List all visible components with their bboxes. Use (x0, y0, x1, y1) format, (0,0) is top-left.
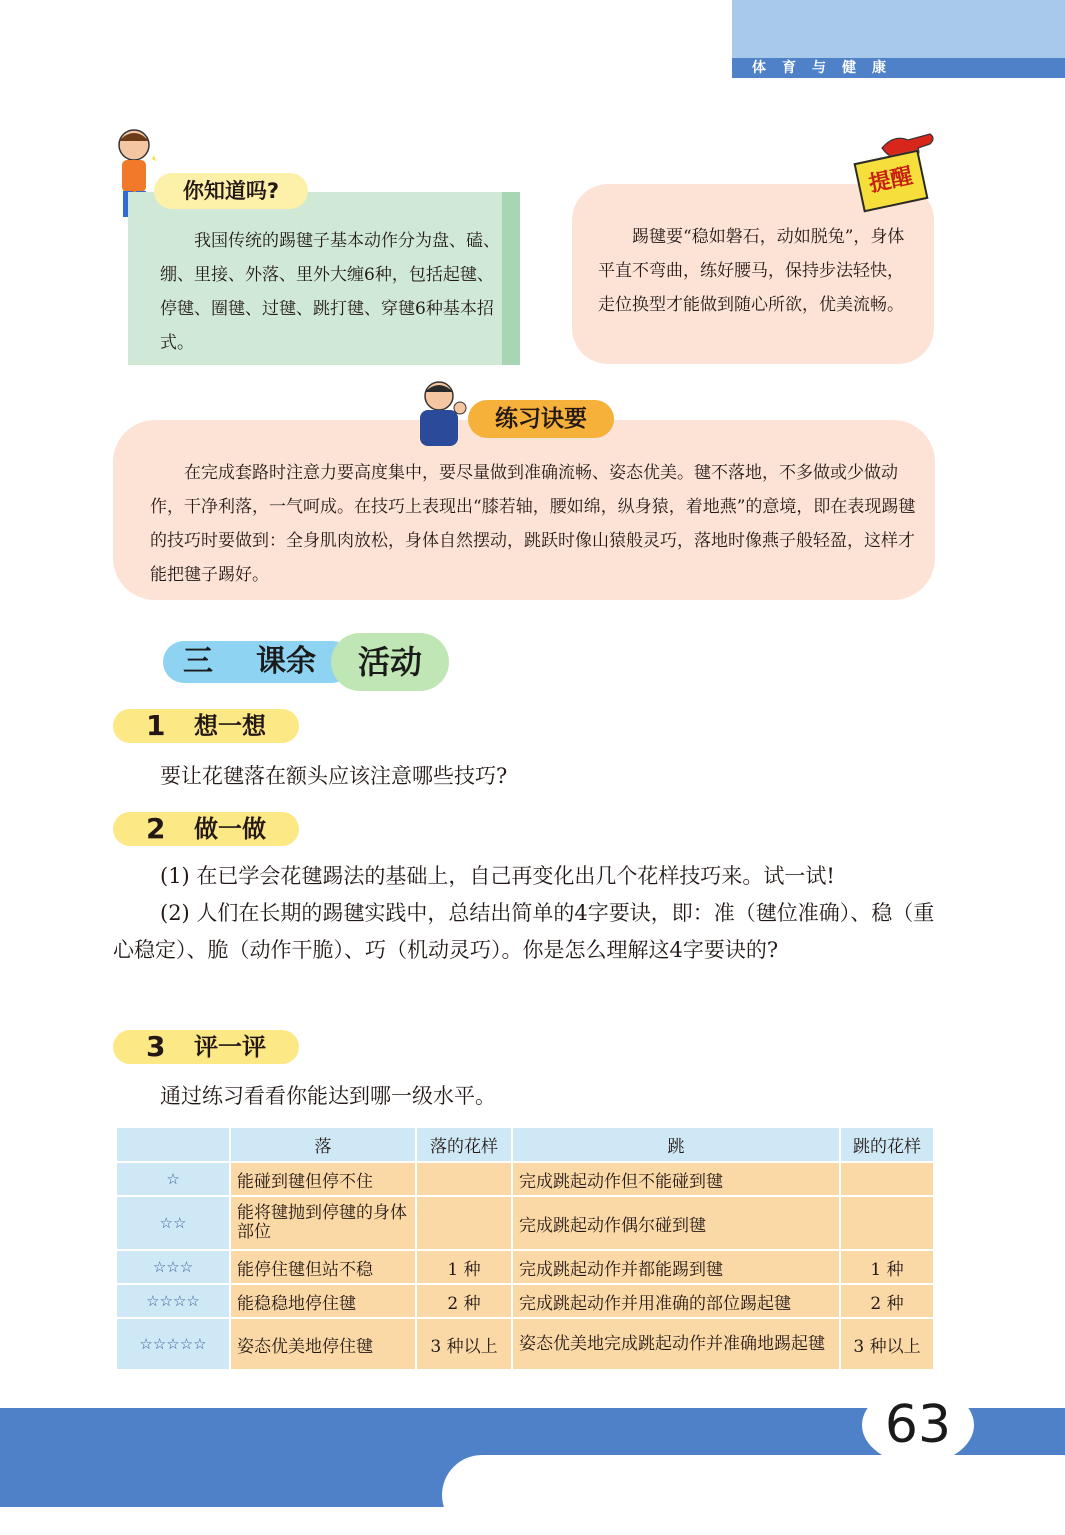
star-rating: ☆ (116, 1162, 230, 1196)
fall-cell: 能停住毽但站不稳 (230, 1250, 416, 1284)
jump-variety-cell (840, 1162, 934, 1196)
practice-tips-title: 练习诀要 (468, 400, 614, 438)
footer-white-shape (442, 1455, 1065, 1535)
fall-cell: 姿态优美地停住毽 (230, 1318, 416, 1370)
table-row (116, 1196, 934, 1250)
eval-instruction: 通过练习看看你能达到哪一级水平。 (160, 1084, 496, 1108)
table-header-fall-variety: 落的花样 (416, 1127, 512, 1162)
think-number: 1 (146, 709, 166, 742)
reminder-badge: 提醒 (854, 150, 929, 213)
table-header-row (116, 1127, 934, 1162)
fall-variety-cell (416, 1162, 512, 1196)
table-header-fall: 落 (230, 1127, 416, 1162)
jump-cell: 姿态优美地完成跳起动作并准确地踢起毽 (512, 1318, 840, 1370)
did-you-know-text: 我国传统的踢毽子基本动作分为盘、磕、绷、里接、外落、里外大缠6种，包括起毽、停毽、圈毽、过毽、跳打毽、穿毽6种基本招式。 (160, 231, 500, 353)
header-block (732, 0, 1065, 58)
table-row (116, 1250, 934, 1284)
jump-variety-cell (840, 1196, 934, 1250)
section-label: 课余 (256, 644, 316, 679)
star-rating: ☆☆☆ (116, 1250, 230, 1284)
table-row (116, 1162, 934, 1196)
think-question: 要让花毽落在额头应该注意哪些技巧? (160, 764, 508, 788)
eval-number: 3 (146, 1030, 166, 1063)
fall-cell: 能稳稳地停住毽 (230, 1284, 416, 1318)
jump-cell: 完成跳起动作并用准确的部位踢起毽 (512, 1284, 840, 1318)
do-number: 2 (146, 812, 166, 845)
eval-heading: 评一评 (194, 1033, 266, 1061)
jump-variety-cell: 1 种 (840, 1250, 934, 1284)
practice-tips-text: 在完成套路时注意力要高度集中，要尽量做到准确流畅、姿态优美。毽不落地，不多做或少做动作，干净利落，一气呵成。在技巧上表现出“膝若轴，腰如绵，纵身猿，着地燕”的意境，即在表现踢毽的技巧时要做到：全身肌肉放松，身体自然摆动，跳跃时像山猿般灵巧，落地时像燕子般轻盈，这样才能把毽子踢好。 (150, 463, 916, 585)
fall-cell: 能将毽抛到停毽的身体部位 (230, 1196, 416, 1250)
star-rating: ☆☆☆☆ (116, 1284, 230, 1318)
page-number: 63 (862, 1386, 974, 1464)
table-row (116, 1284, 934, 1318)
evaluation-table (115, 1126, 935, 1371)
jump-cell: 完成跳起动作并都能踢到毽 (512, 1250, 840, 1284)
star-rating: ☆☆ (116, 1196, 230, 1250)
jump-variety-cell: 3 种以上 (840, 1318, 934, 1370)
star-rating: ☆☆☆☆☆ (116, 1318, 230, 1370)
table-header-level (116, 1127, 230, 1162)
section-number: 三 (183, 644, 213, 679)
fall-variety-cell: 3 种以上 (416, 1318, 512, 1370)
header-title: 体育与健康 (752, 60, 902, 76)
jump-cell: 完成跳起动作但不能碰到毽 (512, 1162, 840, 1196)
boy-thumbs-up-illustration (412, 378, 470, 448)
jump-variety-cell: 2 种 (840, 1284, 934, 1318)
think-heading: 想一想 (194, 712, 266, 740)
table-header-jump: 跳 (512, 1127, 840, 1162)
reminder-text: 踢毽要“稳如磐石，动如脱兔”，身体平直不弯曲，练好腰马，保持步法轻快，走位换型才能做到随心所欲，优美流畅。 (598, 227, 905, 315)
fall-variety-cell (416, 1196, 512, 1250)
section-activity-label: 活动 (331, 633, 449, 691)
table-row (116, 1318, 934, 1370)
table-header-jump-variety: 跳的花样 (840, 1127, 934, 1162)
do-task-2: (2) 人们在长期的踢毽实践中，总结出简单的4字要诀，即：准（毽位准确）、稳（重心稳定）、脆（动作干脆）、巧（机动灵巧）。你是怎么理解这4字要诀的? (113, 901, 935, 962)
jump-cell: 完成跳起动作偶尔碰到毽 (512, 1196, 840, 1250)
fall-variety-cell: 1 种 (416, 1250, 512, 1284)
fall-variety-cell: 2 种 (416, 1284, 512, 1318)
fall-cell: 能碰到毽但停不住 (230, 1162, 416, 1196)
do-task-1: (1) 在已学会花毽踢法的基础上，自己再变化出几个花样技巧来。试一试! (160, 864, 835, 888)
do-heading: 做一做 (194, 815, 266, 843)
did-you-know-title: 你知道吗? (154, 173, 308, 209)
